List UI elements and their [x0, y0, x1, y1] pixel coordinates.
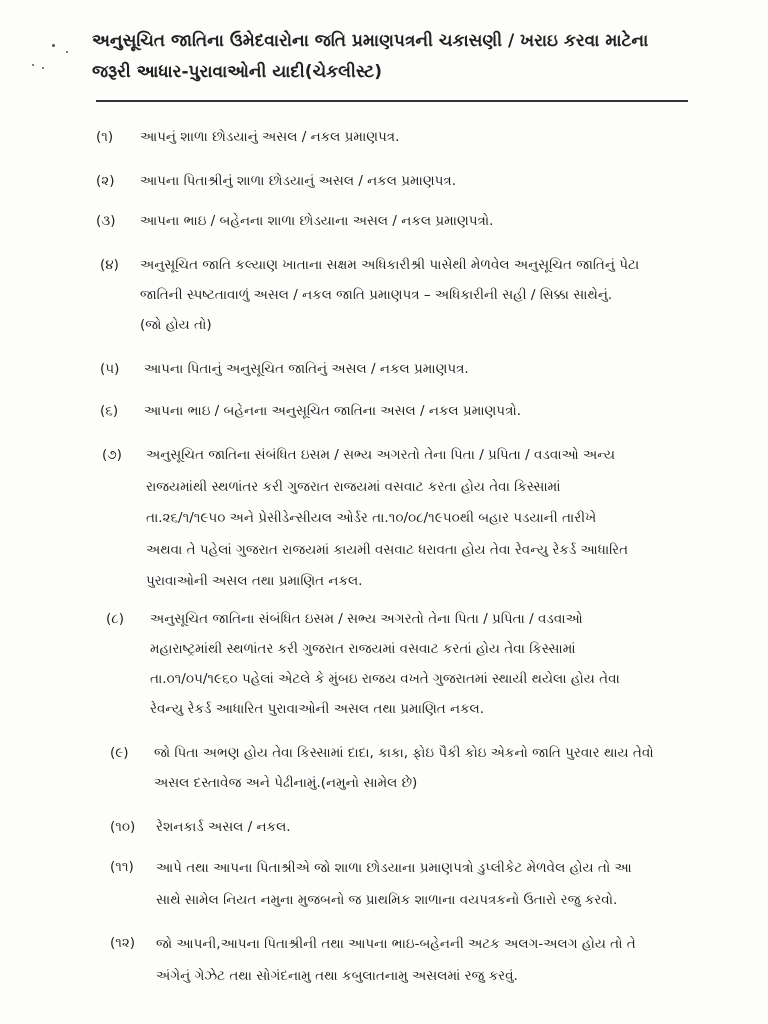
item-text: આપનું શાળા છોડયાનું અસલ / નકલ પ્રમાણપત્ર.: [140, 129, 400, 145]
scan-speck: [42, 67, 44, 69]
item-number: (૧૦): [110, 819, 136, 835]
item-text: રેશનકાર્ડ અસલ / નકલ.: [156, 819, 291, 835]
item-text: પુરાવાઓની અસલ તથા પ્રમાણિત નકલ.: [146, 573, 363, 589]
item-number: (૧૧): [110, 859, 134, 875]
item-number: (૫): [100, 361, 120, 377]
item-number: (૬): [100, 403, 119, 419]
item-number: (૧): [96, 129, 114, 145]
item-text: રેવન્યુ રેકર્ડ આધારિત પુરાવાઓની અસલ તથા પ્રમાણિત નકલ.: [150, 701, 485, 717]
item-text: અથવા તે પહેલાં ગુજરાત રાજયમાં કાયમી વસવાટ ધરાવતા હોય તેવા રેવન્યુ રેકર્ડ આધારિત: [146, 541, 629, 558]
item-text: (જો હોય તો): [140, 317, 212, 333]
title-line-2: જરૂરી આધાર-પુરાવાઓની યાદી(ચેકલીસ્ટ): [92, 62, 382, 82]
item-text: આપના ભાઇ / બહેનના શાળા છોડયાના અસલ / નકલ પ્રમાણપત્રો.: [140, 213, 494, 229]
item-text: રાજયમાંથી સ્થળાંતર કરી ગુજરાત રાજયમાં વસવાટ કરતા હોય તેવા કિસ્સામાં: [146, 478, 561, 495]
item-text: આપના ભાઇ / બહેનના અનુસૂચિત જાતિના અસલ / નકલ પ્રમાણપત્રો.: [144, 403, 522, 419]
item-text: આપના પિતાશ્રીનું શાળા છોડયાનું અસલ / નકલ પ્રમાણપત્ર.: [140, 173, 456, 189]
item-number: (૭): [102, 447, 122, 463]
item-text: અનુસૂચિત જાતિ કલ્યાણ ખાતાના સક્ષમ અધિકારીશ્રી પાસેથી મેળવેલ અનુસૂચિત જાતિનું પેટા: [140, 257, 640, 273]
scan-speck: [66, 51, 68, 53]
item-number: (૮): [106, 611, 124, 627]
item-text: જાતિની સ્પષ્ટતાવાળું અસલ / નકલ જાતિ પ્રમાણપત્ર – અધિકારીની સહી / સિક્કા સાથેનું.: [140, 287, 613, 303]
scan-speck: [52, 44, 55, 47]
item-text: મહારાષ્ટ્રમાંથી સ્થળાંતર કરી ગુજરાત રાજયમાં વસવાટ કરતાં હોય તેવા કિસ્સામાં: [150, 641, 576, 657]
item-number: (૪): [100, 257, 119, 273]
title-line-1: અનુસૂચિત જાતિના ઉમેદવારોના જતિ પ્રમાણપત્રની ચકાસણી / ખરાઇ કરવા માટેના: [92, 31, 649, 51]
item-text: તા.૦૧/૦૫/૧૯૬૦ પહેલાં એટલે કે મુંબઇ રાજય વખતે ગુજરાતમાં સ્થાયી થયેલા હોય તેવા: [150, 671, 620, 687]
item-text: અંગેનું ગેઝેટ તથા સોગંદનામુ તથા કબુલાતનામુ અસલમાં રજુ કરવું.: [156, 968, 518, 984]
item-text: જો આપની,આપના પિતાશ્રીની તથા આપના ભાઇ-બહેનની અટક અલગ-અલગ હોય તો તે: [156, 936, 636, 952]
title-underline: [96, 100, 688, 102]
item-text: આપના પિતાનું અનુસૂચિત જાતિનું અસલ / નકલ પ્રમાણપત્ર.: [144, 361, 469, 377]
document-title: [92, 26, 702, 88]
item-number: (૧૨): [110, 935, 136, 951]
item-text: સાથે સામેલ નિયત નમુના મુજબનો જ પ્રાથમિક શાળાના વયપત્રકનો ઉતારો રજુ કરવો.: [156, 892, 618, 908]
item-text: અનુસૂચિત જાતિના સંબંધિત ઇસમ / સભ્ય અગરતો તેના પિતા / પ્રપિતા / વડવાઓ: [150, 611, 583, 627]
item-number: (૯): [110, 745, 129, 761]
item-number: (૩): [96, 213, 116, 229]
item-text: આપે તથા આપના પિતાશ્રીએ જો શાળા છોડયાના પ્રમાણપત્રો ડુપ્લીકેટ મેળવેલ હોય તો આ: [156, 860, 632, 876]
item-text: જો પિતા અભણ હોય તેવા કિસ્સામાં દાદા, કાકા, ફોઇ પૈકી કોઇ એકનો જાતિ પુરવાર થાય તેવો: [154, 745, 654, 761]
item-number: (૨): [96, 173, 115, 189]
item-text: અસલ દસ્તાવેજ અને પેઢીનામું.(નમુનો સામેલ છે): [154, 775, 418, 791]
item-text: અનુસૂચિત જાતિના સંબંધિત ઇસમ / સભ્ય અગરતો તેના પિતા / પ્રપિતા / વડવાઓ અન્ય: [146, 447, 616, 463]
scan-speck: [32, 64, 34, 66]
item-text: તા.૨૬/૧/૧૯૫૦ અને પ્રેસીડેન્સીયલ ઓર્ડર તા.૧૦/૦૮/૧૯૫૦થી બહાર પડયાની તારીખે: [146, 510, 597, 526]
